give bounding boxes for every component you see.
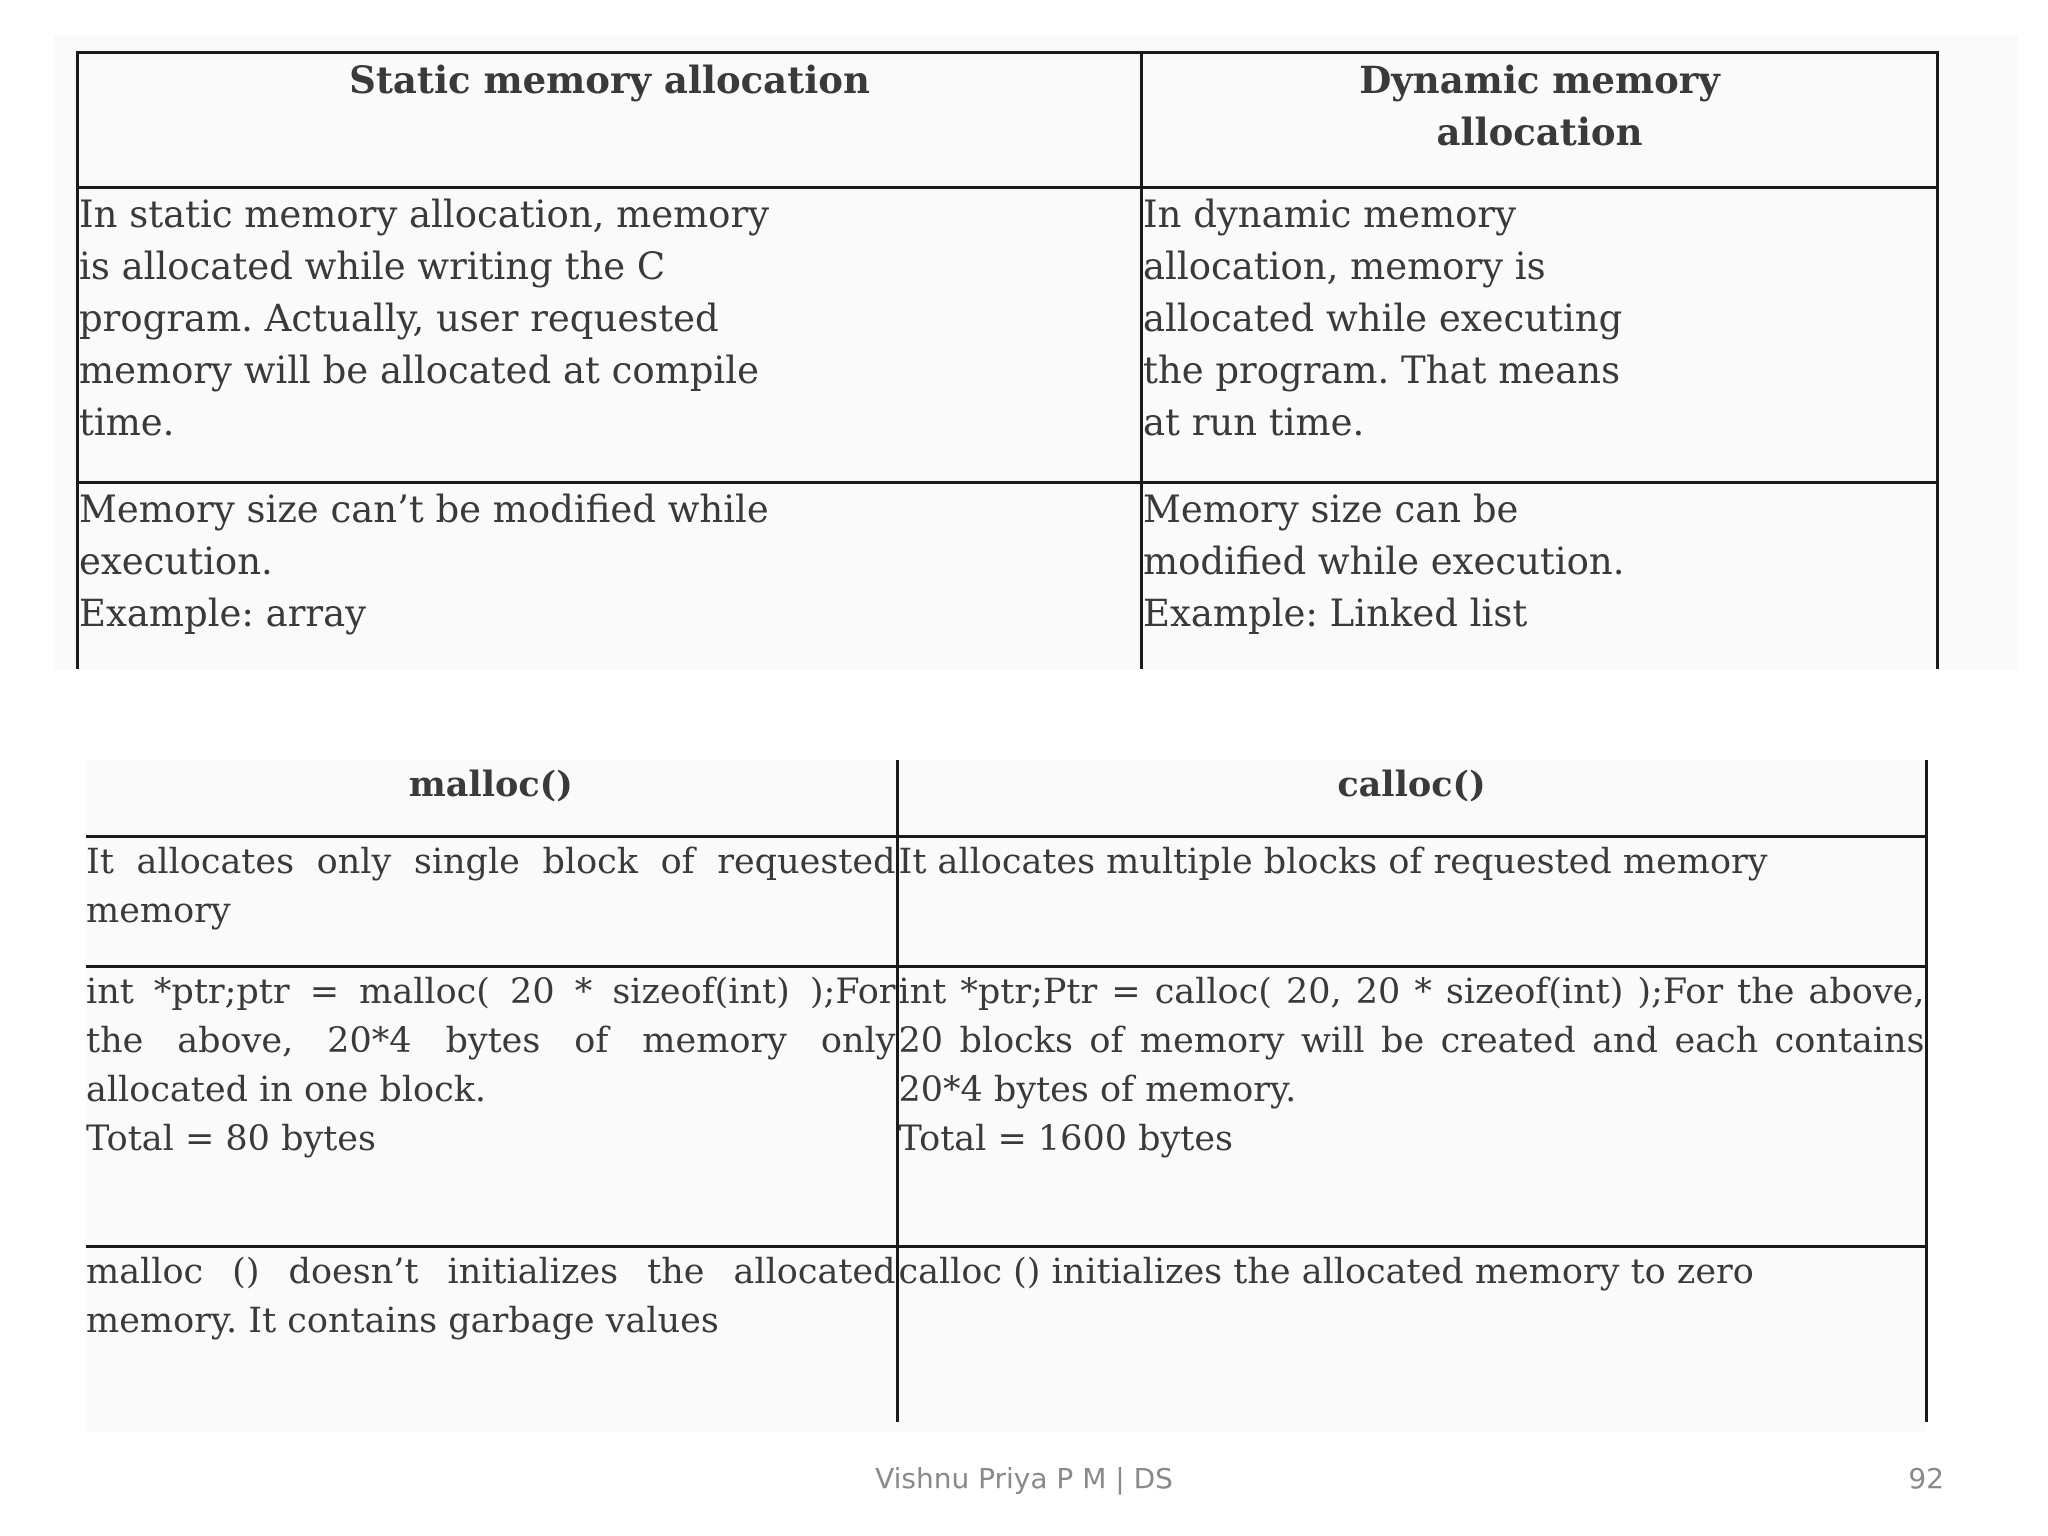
table-row [86,836,1926,966]
page-number: 92 [1908,1462,1944,1495]
cell-malloc-example: int *ptr;ptr = malloc( 20 * sizeof(int) );For the above, 20*4 bytes of memory only allocated in one block. Total = 80 bytes [86,966,897,1246]
table-header-row [78,53,1938,188]
table-row [86,966,1926,1246]
header-calloc: calloc() [897,760,1926,836]
cell-malloc-init: malloc () doesn’t initializes the allocated memory. It contains garbage values [86,1246,897,1422]
slide-footer: Vishnu Priya P M | DS [875,1462,1173,1495]
header-static: Static memory allocation [78,53,1142,188]
cell-calloc-blocks: It allocates multiple blocks of requested memory [897,836,1926,966]
cell-dynamic-size: Memory size can be modified while execution. Example: Linked list [1142,483,1938,669]
table-row [78,483,1938,669]
table-header-row [86,760,1926,836]
table-row [78,188,1938,483]
cell-calloc-init: calloc () initializes the allocated memory to zero [897,1246,1926,1422]
cell-calloc-example: int *ptr;Ptr = calloc( 20, 20 * sizeof(int) );For the above, 20 blocks of memory will be created and each contains 20*4 bytes of memory. Total = 1600 bytes [897,966,1926,1246]
cell-dynamic-definition: In dynamic memory allocation, memory is allocated while executing the program. That means at run time. [1142,188,1938,483]
header-malloc: malloc() [86,760,897,836]
header-dynamic: Dynamic memory allocation [1142,53,1938,188]
table-row [86,1246,1926,1422]
cell-malloc-blocks: It allocates only single block of requested memory [86,836,897,966]
cell-static-size: Memory size can’t be modified while execution. Example: array [78,483,1142,669]
cell-static-definition: In static memory allocation, memory is allocated while writing the C program. Actually, user requested memory will be allocated at compile time. [78,188,1142,483]
static-vs-dynamic-table [76,51,1939,669]
malloc-vs-calloc-table [86,760,1928,1422]
